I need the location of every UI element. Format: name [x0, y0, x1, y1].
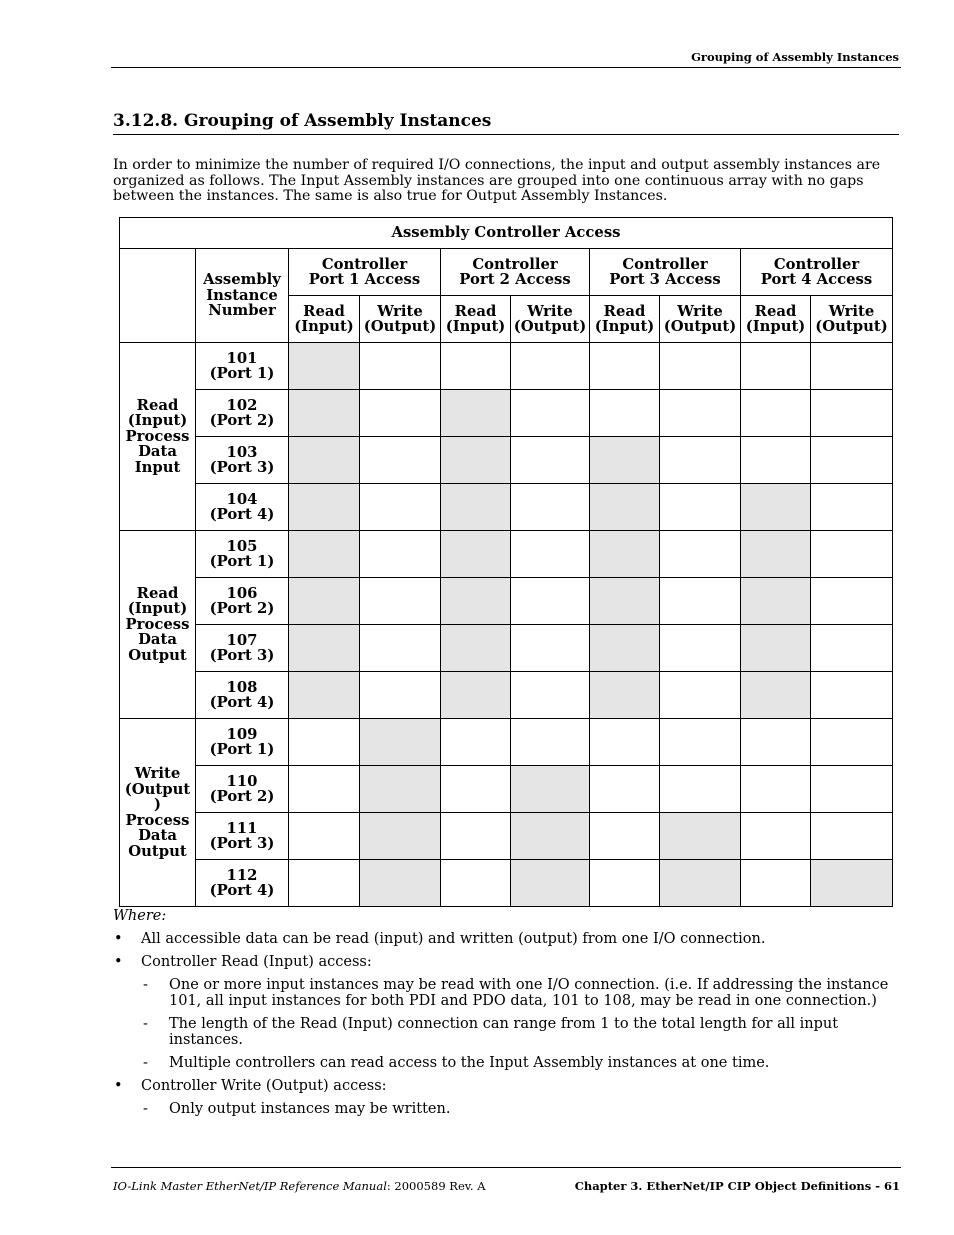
access-cell-shaded	[590, 672, 660, 719]
section-title: 3.12.8. Grouping of Assembly Instances	[113, 111, 899, 135]
access-cell-empty	[660, 625, 741, 672]
dash-item: - Multiple controllers can read access to the Input Assembly instances at one time.	[113, 1055, 899, 1071]
read-input-header	[289, 296, 360, 343]
cell-line: Process	[125, 615, 190, 633]
table-row	[120, 766, 893, 813]
instance-number: 102	[226, 396, 258, 414]
access-cell-shaded	[741, 531, 811, 578]
instance-port: (Port 1)	[209, 365, 275, 382]
instance-cell	[196, 531, 289, 578]
access-cell-empty	[511, 390, 590, 437]
cell-line: (Output)	[513, 318, 587, 335]
access-cell-empty	[360, 437, 441, 484]
cell-line: Input	[134, 458, 181, 476]
cell-line: (Output	[124, 780, 191, 798]
read-input-header	[741, 296, 811, 343]
access-cell-shaded	[441, 625, 511, 672]
cell-line: Controller	[472, 255, 558, 273]
access-cell-empty	[741, 860, 811, 907]
cell-line: (Input)	[594, 318, 655, 335]
instance-number: 101	[226, 349, 258, 367]
instance-number: 108	[226, 678, 258, 696]
group-label	[120, 719, 196, 907]
access-cell-shaded	[289, 625, 360, 672]
bullet-item: • Controller Read (Input) access:	[113, 954, 899, 970]
access-cell-empty	[441, 343, 511, 390]
access-cell-empty	[660, 766, 741, 813]
access-cell-shaded	[590, 625, 660, 672]
instance-port: (Port 2)	[209, 600, 275, 617]
access-cell-empty	[511, 578, 590, 625]
port-access-header	[741, 249, 893, 296]
cell-line: (Input)	[445, 318, 506, 335]
instance-cell	[196, 860, 289, 907]
access-cell-shaded	[741, 578, 811, 625]
bullet-item: • All accessible data can be read (input) and written (output) from one I/O connection.	[113, 931, 899, 947]
access-cell-empty	[660, 531, 741, 578]
access-cell-shaded	[741, 484, 811, 531]
access-cell-shaded	[289, 390, 360, 437]
bullet-item: • Controller Write (Output) access:	[113, 1078, 899, 1094]
cell-line: Assembly	[203, 271, 281, 289]
instance-cell	[196, 766, 289, 813]
access-cell-empty	[811, 390, 893, 437]
instance-number: 103	[226, 443, 258, 461]
instance-port: (Port 4)	[209, 694, 275, 711]
access-cell-empty	[741, 766, 811, 813]
cell-line: (Input)	[127, 412, 188, 430]
access-cell-empty	[590, 343, 660, 390]
access-cell-shaded	[441, 672, 511, 719]
cell-line: Write	[828, 302, 875, 320]
access-cell-empty	[660, 672, 741, 719]
instance-cell	[196, 625, 289, 672]
instance-port: (Port 4)	[209, 506, 275, 523]
cell-line: (Output)	[815, 318, 888, 335]
access-cell-shaded	[441, 578, 511, 625]
cell-line: Data	[138, 631, 177, 649]
access-cell-shaded	[441, 390, 511, 437]
table-title: Assembly Controller Access	[120, 218, 893, 249]
access-cell-shaded	[660, 860, 741, 907]
instance-cell	[196, 672, 289, 719]
port-header-row	[120, 249, 893, 296]
cell-line: Port 1 Access	[308, 271, 421, 288]
instance-port: (Port 4)	[209, 882, 275, 899]
access-cell-empty	[511, 625, 590, 672]
dash-item: - The length of the Read (Input) connection can range from 1 to the total length for all input instances.	[113, 1016, 899, 1048]
instance-cell	[196, 813, 289, 860]
access-cell-empty	[511, 719, 590, 766]
access-cell-shaded	[441, 437, 511, 484]
instance-port: (Port 1)	[209, 741, 275, 758]
access-cell-shaded	[289, 437, 360, 484]
access-cell-empty	[660, 484, 741, 531]
access-cell-empty	[811, 578, 893, 625]
access-cell-empty	[660, 390, 741, 437]
access-cell-empty	[660, 343, 741, 390]
access-cell-shaded	[741, 625, 811, 672]
access-cell-empty	[360, 390, 441, 437]
header-rule	[111, 67, 901, 68]
access-cell-empty	[360, 531, 441, 578]
footer-doc-number: : 2000589 Rev. A	[386, 1179, 486, 1193]
instance-port: (Port 1)	[209, 553, 275, 570]
footer-manual	[113, 1179, 486, 1193]
table-row	[120, 390, 893, 437]
access-cell-empty	[441, 813, 511, 860]
instance-port: (Port 3)	[209, 647, 275, 664]
cell-line: Write	[527, 302, 573, 320]
instance-number: 105	[226, 537, 258, 555]
cell-line: Number	[208, 302, 276, 320]
access-cell-empty	[360, 484, 441, 531]
access-cell-shaded	[289, 672, 360, 719]
access-cell-shaded	[289, 343, 360, 390]
access-cell-shaded	[590, 531, 660, 578]
access-cell-empty	[360, 672, 441, 719]
table-row	[120, 860, 893, 907]
table-row	[120, 625, 893, 672]
blank-corner-cell	[120, 249, 196, 343]
instance-number: 106	[226, 584, 258, 602]
instance-number: 109	[226, 725, 258, 743]
cell-line: Controller	[321, 255, 408, 273]
cell-line: Controller	[773, 255, 860, 273]
access-cell-shaded	[441, 484, 511, 531]
access-cell-empty	[660, 719, 741, 766]
access-cell-shaded	[511, 813, 590, 860]
access-cell-shaded	[289, 484, 360, 531]
cell-line: Read	[454, 302, 497, 320]
access-cell-empty	[741, 719, 811, 766]
access-cell-shaded	[590, 578, 660, 625]
access-cell-empty	[360, 343, 441, 390]
write-output-header	[660, 296, 741, 343]
access-cell-empty	[511, 437, 590, 484]
instance-cell	[196, 484, 289, 531]
cell-line: Write	[677, 302, 723, 320]
instance-number: 111	[226, 819, 258, 837]
instance-cell	[196, 390, 289, 437]
access-cell-shaded	[360, 813, 441, 860]
cell-line: (Input)	[294, 318, 354, 335]
instance-port: (Port 3)	[209, 459, 275, 476]
access-cell-empty	[289, 719, 360, 766]
access-cell-shaded	[360, 766, 441, 813]
read-input-header	[441, 296, 511, 343]
access-cell-empty	[811, 719, 893, 766]
instance-port: (Port 2)	[209, 788, 275, 805]
cell-line: )	[153, 796, 161, 813]
table-row	[120, 672, 893, 719]
instance-cell	[196, 437, 289, 484]
access-cell-empty	[660, 578, 741, 625]
footer-chapter: Chapter 3. EtherNet/IP CIP Object Definitions - 61	[574, 1179, 900, 1193]
instance-port: (Port 2)	[209, 412, 275, 429]
table-title-row	[120, 218, 893, 249]
access-cell-empty	[289, 860, 360, 907]
group-label	[120, 343, 196, 531]
access-cell-shaded	[289, 531, 360, 578]
table-row	[120, 578, 893, 625]
cell-line: Controller	[622, 255, 708, 273]
access-cell-shaded	[360, 719, 441, 766]
access-cell-empty	[590, 813, 660, 860]
cell-line: Output	[128, 646, 187, 664]
access-cell-empty	[811, 625, 893, 672]
access-cell-shaded	[741, 672, 811, 719]
access-cell-empty	[511, 343, 590, 390]
access-cell-empty	[811, 813, 893, 860]
instance-number: 110	[226, 772, 258, 790]
cell-line: Data	[138, 827, 177, 844]
cell-line: (Output)	[663, 318, 737, 335]
access-cell-empty	[811, 343, 893, 390]
write-output-header	[811, 296, 893, 343]
access-cell-shaded	[511, 766, 590, 813]
access-cell-empty	[511, 484, 590, 531]
cell-line: Read	[303, 302, 345, 320]
cell-line: Port 2 Access	[459, 271, 571, 288]
cell-line: Read	[754, 302, 797, 320]
instance-cell	[196, 578, 289, 625]
access-cell-empty	[660, 437, 741, 484]
access-cell-empty	[360, 578, 441, 625]
access-cell-empty	[511, 672, 590, 719]
read-input-header	[590, 296, 660, 343]
access-cell-shaded	[511, 860, 590, 907]
instance-port: (Port 3)	[209, 835, 275, 852]
access-cell-shaded	[811, 860, 893, 907]
cell-line: Port 3 Access	[609, 271, 721, 288]
table-row	[120, 719, 893, 766]
table-row	[120, 813, 893, 860]
cell-line: (Output)	[363, 318, 437, 335]
access-cell-empty	[741, 813, 811, 860]
access-cell-empty	[741, 390, 811, 437]
access-cell-empty	[741, 437, 811, 484]
access-cell-empty	[289, 766, 360, 813]
cell-line: Process	[125, 811, 190, 829]
table-row	[120, 531, 893, 578]
cell-line: Read	[136, 396, 179, 414]
instance-number: 112	[226, 866, 258, 884]
intro-paragraph: In order to minimize the number of required I/O connections, the input and output assembly instances are organized as follows. The Input Assembly instances are grouped into one continuous array with no gaps between the instances. The same is also true for Output Assembly Instances.	[113, 157, 881, 205]
access-cell-empty	[811, 672, 893, 719]
access-cell-empty	[811, 484, 893, 531]
dash-item: - Only output instances may be written.	[113, 1101, 899, 1117]
notes-list	[113, 931, 899, 1124]
access-cell-shaded	[660, 813, 741, 860]
cell-line: Port 4 Access	[760, 271, 873, 288]
cell-line: Output	[128, 842, 187, 860]
access-cell-empty	[590, 766, 660, 813]
where-label: Where:	[113, 908, 167, 924]
access-cell-shaded	[590, 484, 660, 531]
cell-line: Instance	[206, 286, 278, 304]
cell-line: Write	[134, 765, 181, 782]
group-label	[120, 531, 196, 719]
access-cell-empty	[811, 766, 893, 813]
access-cell-empty	[590, 719, 660, 766]
cell-line: Process	[125, 427, 190, 445]
access-cell-empty	[741, 343, 811, 390]
access-cell-empty	[360, 625, 441, 672]
assembly-access-table	[119, 217, 893, 907]
cell-line: (Input)	[127, 600, 188, 618]
write-output-header	[511, 296, 590, 343]
instance-cell	[196, 719, 289, 766]
access-cell-shaded	[289, 578, 360, 625]
access-cell-shaded	[590, 437, 660, 484]
cell-line: (Input)	[745, 318, 806, 335]
access-cell-empty	[511, 531, 590, 578]
table-row	[120, 343, 893, 390]
write-output-header	[360, 296, 441, 343]
access-cell-empty	[811, 531, 893, 578]
footer-rule	[111, 1167, 901, 1168]
cell-line: Read	[603, 302, 646, 320]
port-access-header	[441, 249, 590, 296]
access-cell-empty	[590, 860, 660, 907]
access-cell-empty	[590, 390, 660, 437]
table-row	[120, 484, 893, 531]
access-cell-empty	[811, 437, 893, 484]
access-cell-empty	[441, 719, 511, 766]
access-cell-shaded	[441, 531, 511, 578]
access-cell-empty	[289, 813, 360, 860]
access-cell-empty	[441, 860, 511, 907]
cell-line: Write	[377, 302, 423, 320]
dash-item: - One or more input instances may be read with one I/O connection. (i.e. If addressing the instance 101, all input instances for both PDI and PDO data, 101 to 108, may be read in one connection.)	[113, 977, 899, 1009]
table-row	[120, 437, 893, 484]
port-access-header	[289, 249, 441, 296]
running-header: Grouping of Assembly Instances	[691, 50, 899, 64]
cell-line: Read	[136, 584, 179, 602]
instance-number: 104	[226, 490, 258, 508]
instance-cell	[196, 343, 289, 390]
cell-line: Data	[138, 443, 177, 461]
footer-manual-title: IO-Link Master EtherNet/IP Reference Manual	[113, 1179, 387, 1193]
instance-number-header	[196, 249, 289, 343]
port-access-header	[590, 249, 741, 296]
access-cell-shaded	[360, 860, 441, 907]
access-cell-empty	[441, 766, 511, 813]
instance-number: 107	[226, 631, 258, 649]
